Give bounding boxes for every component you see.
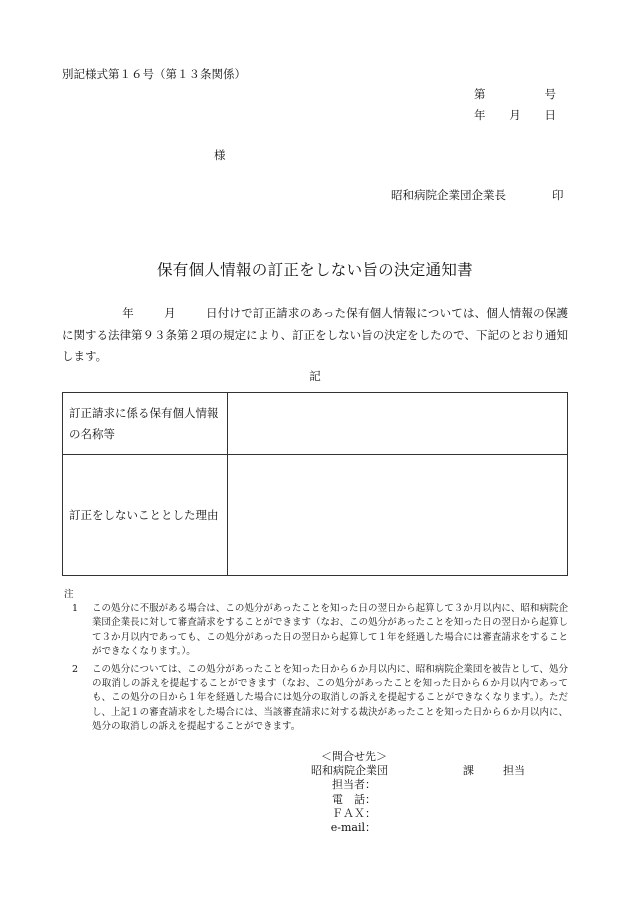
contact-row	[311, 778, 525, 792]
table-row	[63, 393, 568, 455]
seal-mark: 印	[552, 188, 564, 202]
contact-heading: ＜問合せ先＞	[321, 750, 387, 763]
note-text: この処分については、この処分があったことを知った日から６か月以内に、昭和病院企業団を被告として、処分の取消しの訴えを提起することができます（なお、この処分があったことを知った日から６か月以内であっても、この処分の日から１年を経過した場合には処分の取消しの訴えを提起することができなくなります。）。ただし、上記１の審査請求をした場合には、当該審査請求に対する裁決があったことを知った日から６か月以内に、処分の取消しの訴えを提起することができます。	[92, 663, 568, 733]
record-table	[62, 392, 568, 576]
contact-org-row	[311, 764, 525, 778]
table-row	[63, 455, 568, 576]
contact-label-fax: ＦＡＸ：	[332, 806, 376, 820]
contact-row	[311, 821, 525, 835]
ki-heading: 記	[309, 369, 321, 383]
contact-label-email: e-mail：	[330, 821, 376, 835]
body-text: 日付けで訂正請求のあった保有個人情報については、個人情報の保護に関する法律第９３条第２項の規定により、訂正をしない旨の決定をしたので、下記のとおり通知します。	[62, 306, 569, 363]
contact-person: 担当	[503, 764, 525, 778]
row-value-info-name[interactable]	[228, 393, 568, 455]
note-item	[72, 663, 568, 735]
contact-label-staff: 担当者：	[332, 778, 376, 792]
date-month: 月	[509, 108, 521, 122]
sender: 昭和病院企業団企業長	[391, 188, 506, 202]
row-label-info-name: 訂正請求に係る保有個人情報の名称等	[63, 393, 228, 455]
contact-section: 課	[463, 764, 474, 778]
row-label-reason: 訂正をしないこととした理由	[63, 455, 228, 576]
form-identifier: 別記様式第１６号（第１３条関係）	[62, 67, 246, 81]
note-number: 2	[72, 663, 79, 675]
document-title: 保有個人情報の訂正をしない旨の決定通知書	[156, 261, 473, 279]
note-item	[72, 602, 568, 660]
addressee: 様	[214, 148, 226, 162]
note-text: この処分に不服がある場合は、この処分があったことを知った日の翌日から起算して３か月以内に、昭和病院企業団企業長に対して審査請求をすることができます（なお、この処分があったことを知った日の翌日から起算して３か月以内であっても、この処分があった日の翌日から起算して１年を経過した場合には審査請求をすることができなくなります。）。	[92, 603, 568, 658]
body-year: 年	[122, 306, 134, 320]
notes-heading: 注	[64, 589, 74, 600]
number-prefix: 第	[474, 87, 486, 101]
contact-block	[311, 750, 525, 835]
document-date-line	[474, 107, 556, 123]
date-day: 日	[544, 108, 556, 122]
notes-list	[72, 602, 568, 738]
contact-row	[311, 807, 525, 821]
note-number: 1	[72, 603, 79, 614]
contact-org: 昭和病院企業団	[311, 764, 388, 778]
number-suffix: 号	[544, 87, 556, 101]
row-value-reason[interactable]	[228, 455, 568, 576]
date-year: 年	[474, 108, 486, 122]
notice-body	[62, 303, 568, 368]
contact-row	[311, 793, 525, 807]
body-month: 月	[163, 306, 176, 320]
contact-label-phone: 電 話：	[332, 792, 376, 806]
document-number-line	[474, 86, 556, 102]
